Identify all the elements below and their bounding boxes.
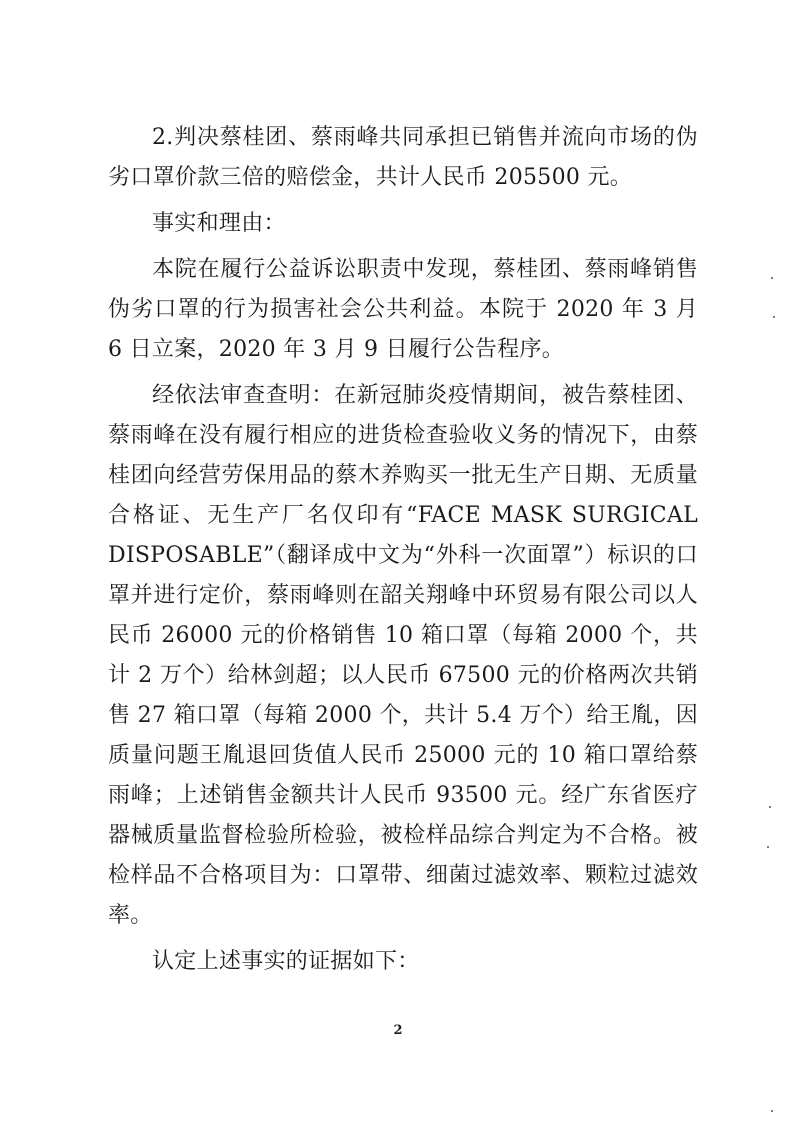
paragraph-investigation-findings: 经依法审查查明：在新冠肺炎疫情期间，被告蔡桂团、蔡雨峰在没有履行相应的进货检查验收义务的情况下，由蔡桂团向经营劳保用品的蔡木养购买一批无生产日期、无质量合格证、无生产厂名仅印有“FACE MASK SURGICAL DISPOSABLE”（翻译成中文为“外科一次面罩”）标识的口罩并进行定价，蔡雨峰则在韶关翔峰中环贸易有限公司以人民币 26000 元的价格销售 10 箱口罩（每箱 2000 个，共计 2 万个）给林剑超；以人民币 67500 元的价格两次共销售 27 箱口罩（每箱 2000 个，共计 5.4 万个）给王胤，因质量问题王胤退回货值人民币 25000 元的 10 箱口罩给蔡雨峰；上述销售金额共计人民币 93500 元。经广东省医疗器械质量监督检验所检验，被检样品综合判定为不合格。被检样品不合格项目为：口罩带、细菌过滤效率、颗粒过滤效率。 (108, 383, 698, 928)
paragraph-evidence-heading: 认定上述事实的证据如下： (152, 949, 420, 974)
paragraph-case-filing: 本院在履行公益诉讼职责中发现，蔡桂团、蔡雨峰销售伪劣口罩的行为损害社会公共利益。本院于 2020 年 3 月 6 日立案，2020 年 3 月 9 日履行公告程序。 (108, 257, 698, 362)
page-number: 2 (393, 1023, 403, 1038)
paragraph-facts-heading: 事实和理由： (152, 211, 286, 236)
scan-speck (767, 846, 769, 848)
scan-speck (773, 316, 775, 318)
scan-speck (769, 806, 771, 808)
document-body (108, 118, 698, 988)
paragraph-judgment-item-2: 2.判决蔡桂团、蔡雨峰共同承担已销售并流向市场的伪劣口罩价款三倍的赔偿金，共计人民币 205500 元。 (108, 125, 698, 190)
scan-speck (771, 1110, 773, 1112)
scan-speck (771, 277, 773, 279)
